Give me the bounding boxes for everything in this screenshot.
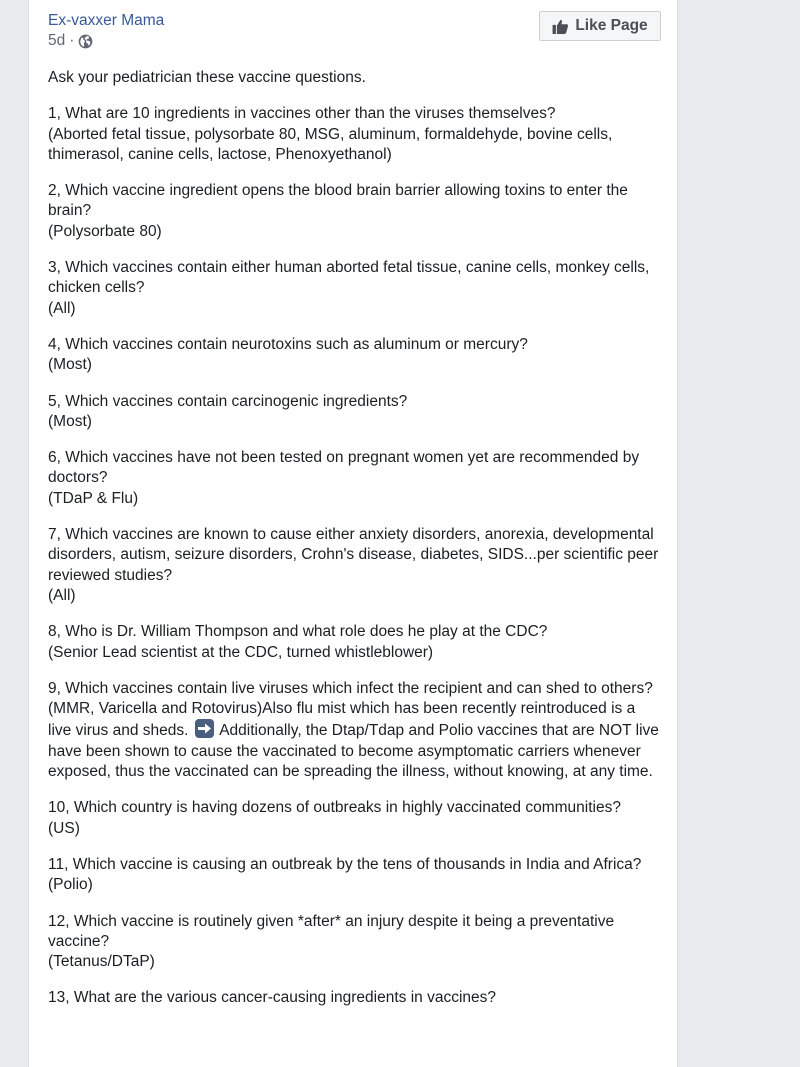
question-text: 6, Which vaccines have not been tested on pregnant women yet are recommended by doctors? xyxy=(48,449,640,487)
post-card xyxy=(28,0,678,1067)
post-header xyxy=(29,0,677,64)
question-item xyxy=(48,855,660,896)
right-arrow-icon xyxy=(195,719,214,738)
post-intro: Ask your pediatrician these vaccine questions. xyxy=(48,69,366,86)
question-text: 5, Which vaccines contain carcinogenic ingredients? xyxy=(48,392,408,410)
post-meta xyxy=(48,32,93,50)
question-item xyxy=(48,104,660,165)
question-text: 1, What are 10 ingredients in vaccines other than the viruses themselves? xyxy=(48,105,556,123)
question-item xyxy=(48,988,660,1008)
question-item xyxy=(48,335,660,376)
question-text: 11, Which vaccine is causing an outbreak by the tens of thousands in India and Africa? xyxy=(48,855,642,873)
question-item xyxy=(48,258,660,319)
question-item xyxy=(48,181,660,242)
like-page-label: Like Page xyxy=(575,17,648,34)
question-item xyxy=(48,525,660,606)
post-body xyxy=(48,68,660,1025)
thumbs-up-icon xyxy=(552,18,569,35)
answer-text: (Tetanus/DTaP) xyxy=(48,953,155,971)
question-text: 10, Which country is having dozens of outbreaks in highly vaccinated communities? xyxy=(48,799,621,817)
answer-text: (Most) xyxy=(48,412,92,430)
globe-icon[interactable] xyxy=(78,34,93,49)
question-text: 2, Which vaccine ingredient opens the blood brain barrier allowing toxins to enter the brain? xyxy=(48,182,628,220)
answer-text: (Senior Lead scientist at the CDC, turned whistleblower) xyxy=(48,643,434,661)
page-name-link[interactable]: Ex-vaxxer Mama xyxy=(48,12,165,29)
answer-text: (Polio) xyxy=(48,876,93,894)
question-text: 9, Which vaccines contain live viruses which infect the recipient and can shed to others? xyxy=(48,679,653,697)
answer-part-1: (MMR, Varicella and Rotovirus)Also flu mist which has been recently reintroduced is a live virus and sheds. xyxy=(48,700,636,740)
answer-part-2: Additionally, the Dtap/Tdap and Polio vaccines that are NOT live have been shown to cause the vaccinated to become asymptomatic carriers whenever exposed, thus the vaccinated can be spreading the illness, without knowing, at any time. xyxy=(48,722,659,781)
question-text: 13, What are the various cancer-causing ingredients in vaccines? xyxy=(48,989,497,1007)
answer-text: (US) xyxy=(48,819,80,837)
question-text: 12, Which vaccine is routinely given *after* an injury despite it being a preventative vaccine? xyxy=(48,912,615,950)
meta-separator: · xyxy=(69,32,75,49)
answer-text xyxy=(48,699,660,782)
question-text: 7, Which vaccines are known to cause either anxiety disorders, anorexia, developmental disorders, autism, seizure disorders, Crohn's disease, diabetes, SIDS...per scientific peer reviewed studies? xyxy=(48,526,659,584)
question-item xyxy=(48,912,660,973)
question-text: 4, Which vaccines contain neurotoxins such as aluminum or mercury? xyxy=(48,335,528,353)
question-text: 3, Which vaccines contain either human aborted fetal tissue, canine cells, monkey cells, chicken cells? xyxy=(48,259,650,297)
question-item xyxy=(48,392,660,433)
question-item xyxy=(48,679,660,782)
answer-text: (TDaP & Flu) xyxy=(48,489,139,507)
question-item xyxy=(48,622,660,663)
answer-text: (Polysorbate 80) xyxy=(48,222,162,240)
answer-text: (All) xyxy=(48,299,76,317)
like-page-button[interactable] xyxy=(539,11,661,41)
question-text: 8, Who is Dr. William Thompson and what role does he play at the CDC? xyxy=(48,623,548,641)
question-item xyxy=(48,798,660,839)
post-timestamp[interactable]: 5d xyxy=(48,32,66,49)
answer-text: (Most) xyxy=(48,356,92,374)
answer-text: (All) xyxy=(48,586,76,604)
question-item xyxy=(48,448,660,509)
answer-text: (Aborted fetal tissue, polysorbate 80, MSG, aluminum, formaldehyde, bovine cells, thimerasol, canine cells, lactose, Phenoxyethanol) xyxy=(48,125,613,163)
